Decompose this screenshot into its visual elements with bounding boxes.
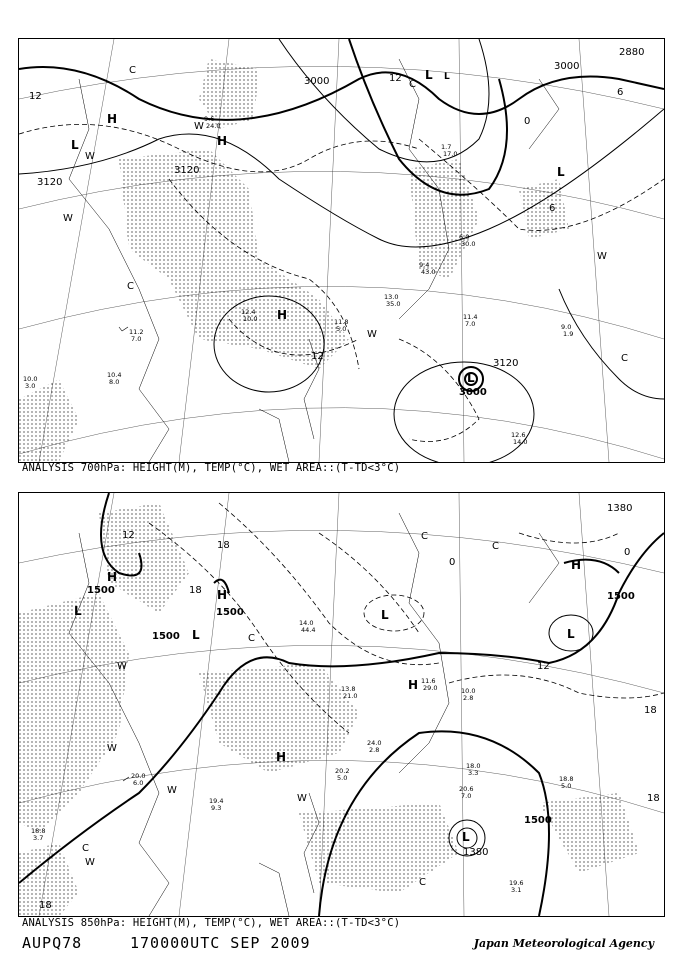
center-label: L [74, 604, 82, 618]
center-label: H [408, 678, 419, 692]
svg-text:19.6: 19.6 [509, 879, 524, 887]
chart-code: AUPQ78 [22, 934, 83, 952]
chart-datetime: 170000UTC SEP 2009 [130, 934, 311, 952]
map-850hpa [19, 493, 664, 916]
temp-label: 18 [39, 900, 52, 911]
svg-text:12.6: 12.6 [511, 431, 526, 439]
station-plot [123, 772, 145, 787]
station-plot [466, 762, 480, 777]
svg-text:18.8: 18.8 [31, 827, 46, 835]
svg-text:8.0: 8.0 [109, 378, 120, 386]
station-plot [509, 879, 523, 894]
svg-text:3.3: 3.3 [468, 769, 479, 777]
agency-name: Japan Meteorological Agency [473, 937, 654, 950]
height-label: 1500 [216, 607, 244, 618]
station-plot [209, 797, 223, 812]
wc-label: C [421, 531, 428, 542]
svg-text:5.0: 5.0 [336, 325, 347, 333]
station-plot [367, 739, 381, 754]
svg-text:3.7: 3.7 [33, 834, 44, 842]
height-label: 3120 [37, 177, 63, 188]
height-label: 3120 [493, 358, 519, 369]
station-plot [461, 687, 475, 702]
graticule [19, 39, 664, 462]
svg-text:3.1: 3.1 [511, 886, 522, 894]
svg-text:7.0: 7.0 [465, 320, 476, 328]
station-plot [23, 375, 37, 390]
svg-text:10.0: 10.0 [23, 375, 38, 383]
height-label: 1380 [607, 503, 633, 514]
center-label: H [277, 308, 288, 322]
station-plot [334, 318, 348, 333]
height-label: 3120 [174, 165, 200, 176]
height-label: 1500 [152, 631, 180, 642]
center-label: H [107, 112, 118, 126]
station-plot [421, 677, 437, 692]
height-contours [19, 39, 664, 462]
svg-text:5.0: 5.0 [561, 782, 572, 790]
temp-label: 6 [617, 87, 624, 98]
height-label: 1380 [463, 847, 489, 858]
height-label: 1500 [524, 815, 552, 826]
wc-label: W [85, 151, 95, 162]
svg-text:30.0: 30.0 [461, 240, 476, 248]
svg-text:3.0: 3.0 [25, 382, 36, 390]
wc-label: W [597, 251, 607, 262]
svg-text:20.6: 20.6 [459, 785, 474, 793]
svg-text:6.0: 6.0 [133, 779, 144, 787]
station-plot [119, 327, 143, 343]
wc-label: W [297, 793, 307, 804]
temp-label: 0 [524, 116, 531, 127]
svg-text:1.7: 1.7 [441, 143, 452, 151]
center-label: H [217, 134, 228, 148]
svg-text:7.0: 7.0 [461, 792, 472, 800]
svg-text:17.0: 17.0 [443, 150, 458, 158]
svg-text:5.0: 5.0 [337, 774, 348, 782]
wc-label: C [419, 877, 426, 888]
center-label: H [571, 558, 582, 572]
svg-text:9.6: 9.6 [204, 115, 215, 123]
temp-label: 12 [389, 73, 402, 84]
temp-label: 0 [624, 547, 631, 558]
temp-label: 12 [29, 91, 42, 102]
temp-label: 18 [644, 705, 657, 716]
height-label: 1500 [87, 585, 115, 596]
wc-label: C [409, 79, 416, 90]
center-label: L [381, 608, 389, 622]
svg-text:9.3: 9.3 [211, 804, 222, 812]
station-plot [299, 619, 315, 634]
station-plot [31, 827, 45, 842]
svg-text:20.0: 20.0 [131, 772, 146, 780]
center-label: L [467, 371, 475, 385]
svg-text:44.4: 44.4 [301, 626, 316, 634]
caption-700hpa: ANALYSIS 700hPa: HEIGHT(M), TEMP(°C), WET AREA::(T-TD<3°C) [22, 462, 401, 474]
wc-label: W [167, 785, 177, 796]
svg-text:2.8: 2.8 [463, 694, 474, 702]
temp-label: 12 [311, 351, 324, 362]
wc-label: W [63, 213, 73, 224]
height-label: 3000 [459, 387, 487, 398]
svg-text:10.0: 10.0 [461, 687, 476, 695]
analysis-700hpa-chart [18, 38, 665, 463]
temp-label: 0 [449, 557, 456, 568]
svg-text:11.4: 11.4 [463, 313, 478, 321]
temp-label: 6 [549, 203, 556, 214]
isotherms [19, 124, 664, 441]
center-label: H [276, 750, 287, 764]
svg-text:13.0: 13.0 [384, 293, 399, 301]
center-label: L [567, 627, 575, 641]
station-plot [441, 143, 457, 158]
station-plot [463, 313, 477, 328]
svg-text:43.0: 43.0 [421, 268, 436, 276]
caption-850hpa: ANALYSIS 850hPa: HEIGHT(M), TEMP(°C), WET AREA::(T-TD<3°C) [22, 917, 401, 929]
wc-label: W [117, 661, 127, 672]
center-label: H [217, 588, 228, 602]
station-plot [561, 323, 573, 338]
svg-text:14.0: 14.0 [299, 619, 314, 627]
map-700hpa [19, 39, 664, 462]
wc-label: W [194, 121, 204, 132]
svg-text:11.2: 11.2 [129, 328, 144, 336]
svg-text:29.0: 29.0 [423, 684, 438, 692]
svg-text:9.4: 9.4 [419, 261, 430, 269]
station-plot [241, 308, 257, 323]
svg-text:18.8: 18.8 [559, 775, 574, 783]
height-label: 3000 [304, 76, 330, 87]
height-label: 1500 [607, 591, 635, 602]
station-plot [335, 767, 349, 782]
center-label: L [425, 68, 433, 82]
svg-text:11.6: 11.6 [421, 677, 436, 685]
center-label: H [107, 570, 118, 584]
station-plot [107, 371, 121, 386]
svg-text:24.0: 24.0 [367, 739, 382, 747]
svg-text:1.9: 1.9 [563, 330, 574, 338]
wc-label: C [127, 281, 134, 292]
svg-text:10.0: 10.0 [243, 315, 258, 323]
svg-text:9.0: 9.0 [561, 323, 572, 331]
center-label: L [557, 165, 565, 179]
station-plot [511, 431, 527, 446]
temp-label: 18 [217, 540, 230, 551]
temp-label: 18 [189, 585, 202, 596]
svg-text:13.8: 13.8 [341, 685, 356, 693]
wet-areas [19, 503, 639, 916]
analysis-850hpa-chart [18, 492, 665, 917]
svg-text:14.0: 14.0 [513, 438, 528, 446]
station-plot [459, 785, 473, 800]
svg-text:2.8: 2.8 [369, 746, 380, 754]
temp-label: 12 [122, 530, 135, 541]
svg-text:20.2: 20.2 [335, 767, 350, 775]
wc-label: W [367, 329, 377, 340]
station-plot [384, 293, 400, 308]
svg-text:35.0: 35.0 [386, 300, 401, 308]
svg-text:21.0: 21.0 [343, 692, 358, 700]
svg-text:10.4: 10.4 [107, 371, 122, 379]
svg-text:24.0: 24.0 [206, 122, 221, 130]
height-label: 3000 [554, 61, 580, 72]
center-label: L [444, 72, 450, 82]
coastlines [69, 59, 559, 462]
wc-label: C [129, 65, 136, 76]
svg-text:6.0: 6.0 [459, 233, 470, 241]
svg-text:7.0: 7.0 [131, 335, 142, 343]
height-label: 2880 [619, 47, 645, 58]
svg-text:19.4: 19.4 [209, 797, 224, 805]
center-label: L [71, 138, 79, 152]
wc-label: C [82, 843, 89, 854]
wc-label: W [107, 743, 117, 754]
svg-text:11.8: 11.8 [334, 318, 349, 326]
center-label: L [192, 628, 200, 642]
temp-label: 18 [647, 793, 660, 804]
wc-label: W [85, 857, 95, 868]
wc-label: C [621, 353, 628, 364]
svg-text:12.4: 12.4 [241, 308, 256, 316]
wc-label: C [492, 541, 499, 552]
station-plot [559, 775, 573, 790]
wc-label: C [248, 633, 255, 644]
svg-text:18.0: 18.0 [466, 762, 481, 770]
temp-label: 12 [537, 661, 550, 672]
center-label: L [462, 830, 470, 844]
station-plot [341, 685, 357, 700]
